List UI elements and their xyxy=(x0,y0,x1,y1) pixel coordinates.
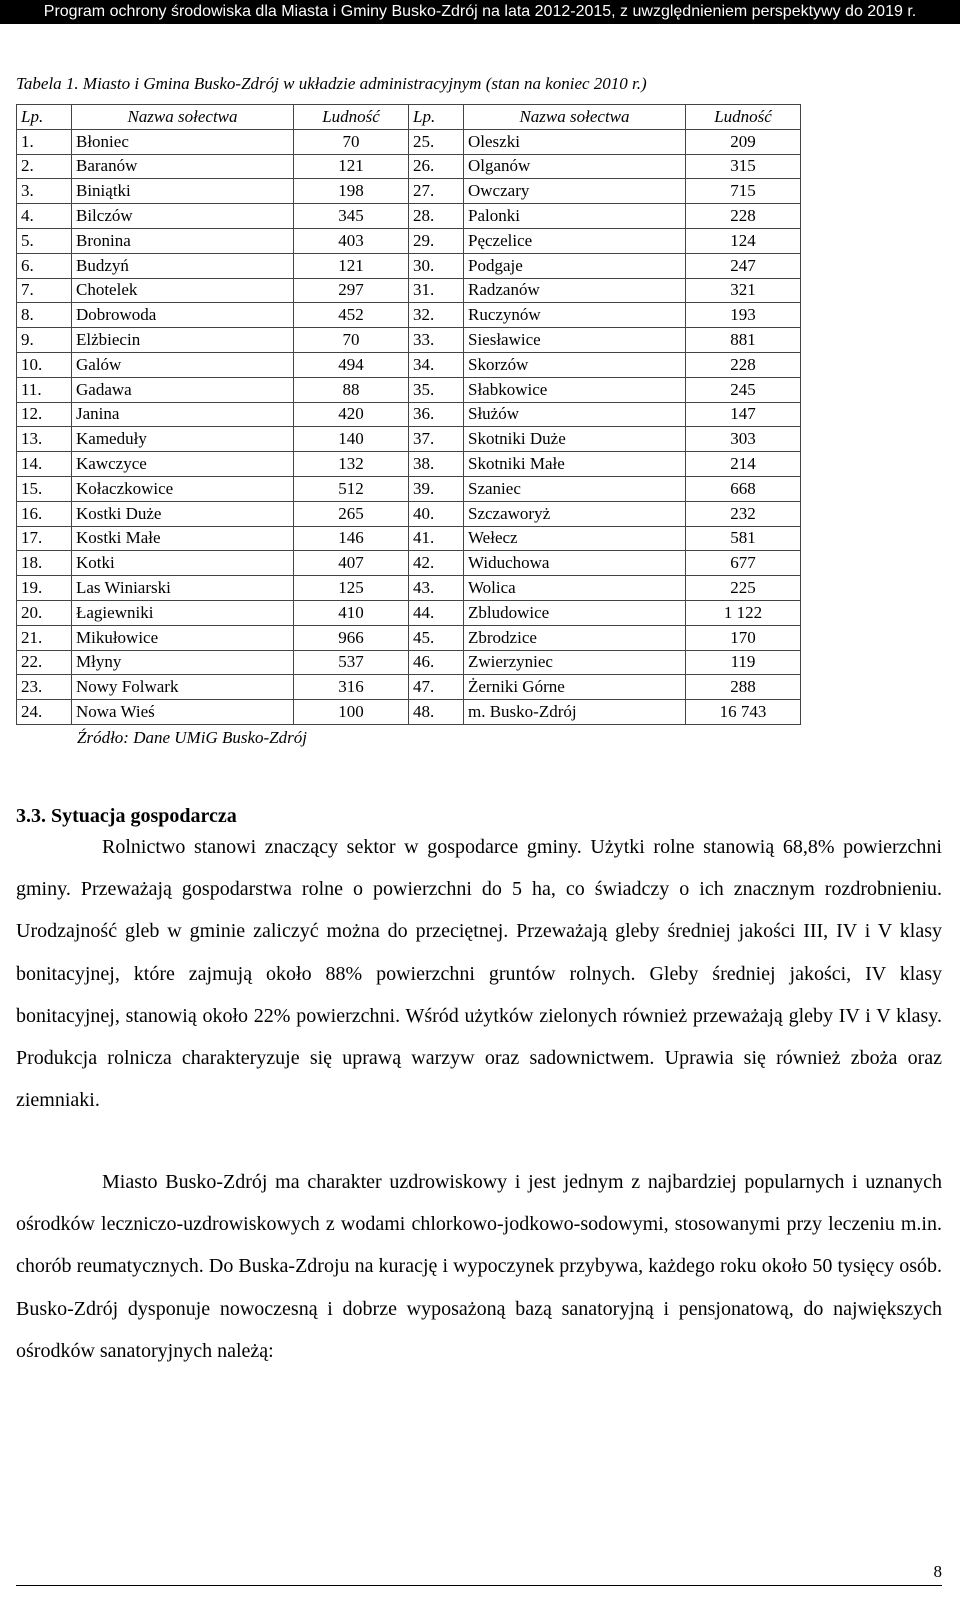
row-name: Podgaje xyxy=(464,253,686,278)
row-lp: 6. xyxy=(17,253,72,278)
row-name: Bilczów xyxy=(72,204,294,229)
row-population: 132 xyxy=(294,452,409,477)
row-population: 403 xyxy=(294,228,409,253)
row-name: Chotelek xyxy=(72,278,294,303)
row-population: 245 xyxy=(686,377,801,402)
row-lp: 44. xyxy=(409,600,464,625)
row-population: 452 xyxy=(294,303,409,328)
row-lp: 47. xyxy=(409,675,464,700)
table-row xyxy=(17,402,801,427)
footer-rule xyxy=(16,1585,942,1586)
row-lp: 9. xyxy=(17,328,72,353)
row-lp: 13. xyxy=(17,427,72,452)
row-lp: 31. xyxy=(409,278,464,303)
row-lp: 25. xyxy=(409,129,464,154)
table-source: Źródło: Dane UMiG Busko-Zdrój xyxy=(77,728,307,747)
row-population: 170 xyxy=(686,625,801,650)
section-title: 3.3. Sytuacja gospodarcza xyxy=(16,805,237,827)
row-lp: 19. xyxy=(17,576,72,601)
row-lp: 43. xyxy=(409,576,464,601)
row-name: Dobrowoda xyxy=(72,303,294,328)
row-name: Gadawa xyxy=(72,377,294,402)
population-table xyxy=(16,104,801,725)
row-lp: 46. xyxy=(409,650,464,675)
row-name: Kostki Małe xyxy=(72,526,294,551)
row-lp: 27. xyxy=(409,179,464,204)
row-lp: 8. xyxy=(17,303,72,328)
table-body xyxy=(17,129,801,724)
row-lp: 3. xyxy=(17,179,72,204)
header-lp: Lp. xyxy=(17,105,72,130)
row-population: 198 xyxy=(294,179,409,204)
paragraph: Rolnictwo stanowi znaczący sektor w gospodarce gminy. Użytki rolne stanowią 68,8% powierzchni gminy. Przeważają gospodarstwa rolne o powierzchni do 5 ha, co świadczy o ich znacznym rozdrobnieniu. Urodzajność gleb w gminie zaliczyć można do przeciętnej. Przeważają gleby średniej jakości III, IV i V klasy bonitacyjnej, które zajmują około 88% powierzchni gruntów rolnych. Gleby średniej jakości, IV klasy bonitacyjnej, stanowią około 22% powierzchni. Wśród użytków zielonych również przeważają gleby IV i V klasy. Produkcja rolnicza charakteryzuje się uprawą warzyw oraz sadownictwem. Uprawia się również zboża oraz ziemniaki. xyxy=(16,836,942,1112)
row-name: Skotniki Duże xyxy=(464,427,686,452)
row-name: Kostki Duże xyxy=(72,501,294,526)
row-population: 88 xyxy=(294,377,409,402)
row-lp: 35. xyxy=(409,377,464,402)
row-name: Błoniec xyxy=(72,129,294,154)
row-lp: 7. xyxy=(17,278,72,303)
row-population: 70 xyxy=(294,328,409,353)
table-row xyxy=(17,476,801,501)
row-lp: 29. xyxy=(409,228,464,253)
table-row xyxy=(17,204,801,229)
row-lp: 39. xyxy=(409,476,464,501)
row-name: Żerniki Górne xyxy=(464,675,686,700)
table-row xyxy=(17,700,801,725)
row-population: 214 xyxy=(686,452,801,477)
row-name: Palonki xyxy=(464,204,686,229)
row-name: Zbrodzice xyxy=(464,625,686,650)
table-row xyxy=(17,625,801,650)
table-row xyxy=(17,576,801,601)
row-name: Kotki xyxy=(72,551,294,576)
table-row xyxy=(17,228,801,253)
row-population: 121 xyxy=(294,154,409,179)
row-lp: 23. xyxy=(17,675,72,700)
row-name: Bronina xyxy=(72,228,294,253)
row-population: 966 xyxy=(294,625,409,650)
row-population: 677 xyxy=(686,551,801,576)
row-name: Biniątki xyxy=(72,179,294,204)
row-lp: 41. xyxy=(409,526,464,551)
table-row xyxy=(17,328,801,353)
table-row xyxy=(17,526,801,551)
row-name: Skorzów xyxy=(464,352,686,377)
row-name: Budzyń xyxy=(72,253,294,278)
row-name: Zbludowice xyxy=(464,600,686,625)
row-name: Zwierzyniec xyxy=(464,650,686,675)
header-name: Nazwa sołectwa xyxy=(72,105,294,130)
page-number: 8 xyxy=(933,1562,942,1581)
row-name: Łagiewniki xyxy=(72,600,294,625)
row-lp: 28. xyxy=(409,204,464,229)
header-population: Ludność xyxy=(294,105,409,130)
table-row xyxy=(17,501,801,526)
row-population: 228 xyxy=(686,204,801,229)
row-population: 581 xyxy=(686,526,801,551)
header-name: Nazwa sołectwa xyxy=(464,105,686,130)
table-row xyxy=(17,352,801,377)
row-population: 125 xyxy=(294,576,409,601)
row-name: Ruczynów xyxy=(464,303,686,328)
row-lp: 34. xyxy=(409,352,464,377)
table-row xyxy=(17,179,801,204)
row-lp: 2. xyxy=(17,154,72,179)
row-lp: 20. xyxy=(17,600,72,625)
table-row xyxy=(17,452,801,477)
row-name: Służów xyxy=(464,402,686,427)
row-lp: 32. xyxy=(409,303,464,328)
row-lp: 38. xyxy=(409,452,464,477)
row-name: Wolica xyxy=(464,576,686,601)
row-lp: 16. xyxy=(17,501,72,526)
row-name: Nowa Wieś xyxy=(72,700,294,725)
row-name: Radzanów xyxy=(464,278,686,303)
row-population: 321 xyxy=(686,278,801,303)
row-name: Widuchowa xyxy=(464,551,686,576)
row-population: 410 xyxy=(294,600,409,625)
row-lp: 21. xyxy=(17,625,72,650)
row-population: 316 xyxy=(294,675,409,700)
row-lp: 11. xyxy=(17,377,72,402)
table-row xyxy=(17,278,801,303)
row-name: Szczaworyż xyxy=(464,501,686,526)
table-row xyxy=(17,129,801,154)
row-name: Oleszki xyxy=(464,129,686,154)
row-population: 193 xyxy=(686,303,801,328)
row-population: 124 xyxy=(686,228,801,253)
row-population: 537 xyxy=(294,650,409,675)
row-name: Nowy Folwark xyxy=(72,675,294,700)
row-population: 232 xyxy=(686,501,801,526)
table-row xyxy=(17,551,801,576)
row-population: 121 xyxy=(294,253,409,278)
row-population: 147 xyxy=(686,402,801,427)
row-population: 420 xyxy=(294,402,409,427)
row-name: Kołaczkowice xyxy=(72,476,294,501)
row-name: Owczary xyxy=(464,179,686,204)
row-population: 315 xyxy=(686,154,801,179)
row-name: Elżbiecin xyxy=(72,328,294,353)
row-population: 265 xyxy=(294,501,409,526)
row-population: 345 xyxy=(294,204,409,229)
row-population: 288 xyxy=(686,675,801,700)
table-row xyxy=(17,377,801,402)
header-population: Ludność xyxy=(686,105,801,130)
table-row xyxy=(17,154,801,179)
row-name: Janina xyxy=(72,402,294,427)
row-population: 881 xyxy=(686,328,801,353)
row-lp: 42. xyxy=(409,551,464,576)
row-lp: 22. xyxy=(17,650,72,675)
table-row xyxy=(17,303,801,328)
row-lp: 30. xyxy=(409,253,464,278)
row-population: 70 xyxy=(294,129,409,154)
row-population: 1 122 xyxy=(686,600,801,625)
table-row xyxy=(17,427,801,452)
row-name: m. Busko-Zdrój xyxy=(464,700,686,725)
row-population: 228 xyxy=(686,352,801,377)
row-lp: 14. xyxy=(17,452,72,477)
row-population: 16 743 xyxy=(686,700,801,725)
row-name: Kameduły xyxy=(72,427,294,452)
row-lp: 1. xyxy=(17,129,72,154)
row-lp: 45. xyxy=(409,625,464,650)
paragraph: Miasto Busko-Zdrój ma charakter uzdrowiskowy i jest jednym z najbardziej popularnych i uznanych ośrodków leczniczo-uzdrowiskowych z wodami chlorkowo-jodkowo-sodowymi, stosowanymi przy leczeniu m.in. chorób reumatycznych. Do Buska-Zdroju na kurację i wypoczynek przybywa, każdego roku około 50 tysięcy osób. Busko-Zdrój dysponuje nowoczesną i dobrze wyposażoną bazą sanatoryjną i pensjonatową, do największych ośrodków sanatoryjnych należą: xyxy=(16,1171,942,1362)
row-population: 119 xyxy=(686,650,801,675)
row-lp: 15. xyxy=(17,476,72,501)
row-lp: 18. xyxy=(17,551,72,576)
row-population: 494 xyxy=(294,352,409,377)
document-header: Program ochrony środowiska dla Miasta i Gminy Busko-Zdrój na lata 2012-2015, z uwzględnieniem perspektywy do 2019 r. xyxy=(0,0,960,24)
row-name: Baranów xyxy=(72,154,294,179)
row-lp: 48. xyxy=(409,700,464,725)
row-population: 209 xyxy=(686,129,801,154)
table-row xyxy=(17,253,801,278)
row-name: Słabkowice xyxy=(464,377,686,402)
row-population: 297 xyxy=(294,278,409,303)
row-name: Skotniki Małe xyxy=(464,452,686,477)
row-name: Młyny xyxy=(72,650,294,675)
row-population: 512 xyxy=(294,476,409,501)
row-name: Pęczelice xyxy=(464,228,686,253)
row-population: 668 xyxy=(686,476,801,501)
row-lp: 17. xyxy=(17,526,72,551)
row-lp: 36. xyxy=(409,402,464,427)
table-row xyxy=(17,600,801,625)
header-lp: Lp. xyxy=(409,105,464,130)
row-name: Galów xyxy=(72,352,294,377)
row-name: Kawczyce xyxy=(72,452,294,477)
row-name: Las Winiarski xyxy=(72,576,294,601)
row-lp: 24. xyxy=(17,700,72,725)
row-lp: 37. xyxy=(409,427,464,452)
row-population: 303 xyxy=(686,427,801,452)
row-name: Siesławice xyxy=(464,328,686,353)
row-population: 407 xyxy=(294,551,409,576)
table-row xyxy=(17,675,801,700)
row-lp: 4. xyxy=(17,204,72,229)
row-population: 225 xyxy=(686,576,801,601)
row-lp: 10. xyxy=(17,352,72,377)
row-lp: 26. xyxy=(409,154,464,179)
table-row xyxy=(17,650,801,675)
row-population: 715 xyxy=(686,179,801,204)
row-lp: 5. xyxy=(17,228,72,253)
row-name: Mikułowice xyxy=(72,625,294,650)
table-header-row xyxy=(17,105,801,130)
row-population: 247 xyxy=(686,253,801,278)
row-population: 146 xyxy=(294,526,409,551)
row-lp: 40. xyxy=(409,501,464,526)
row-name: Szaniec xyxy=(464,476,686,501)
row-name: Olganów xyxy=(464,154,686,179)
row-lp: 12. xyxy=(17,402,72,427)
row-lp: 33. xyxy=(409,328,464,353)
table-caption: Tabela 1. Miasto i Gmina Busko-Zdrój w układzie administracyjnym (stan na koniec 2010 r.) xyxy=(16,74,647,93)
row-population: 140 xyxy=(294,427,409,452)
row-population: 100 xyxy=(294,700,409,725)
row-name: Wełecz xyxy=(464,526,686,551)
